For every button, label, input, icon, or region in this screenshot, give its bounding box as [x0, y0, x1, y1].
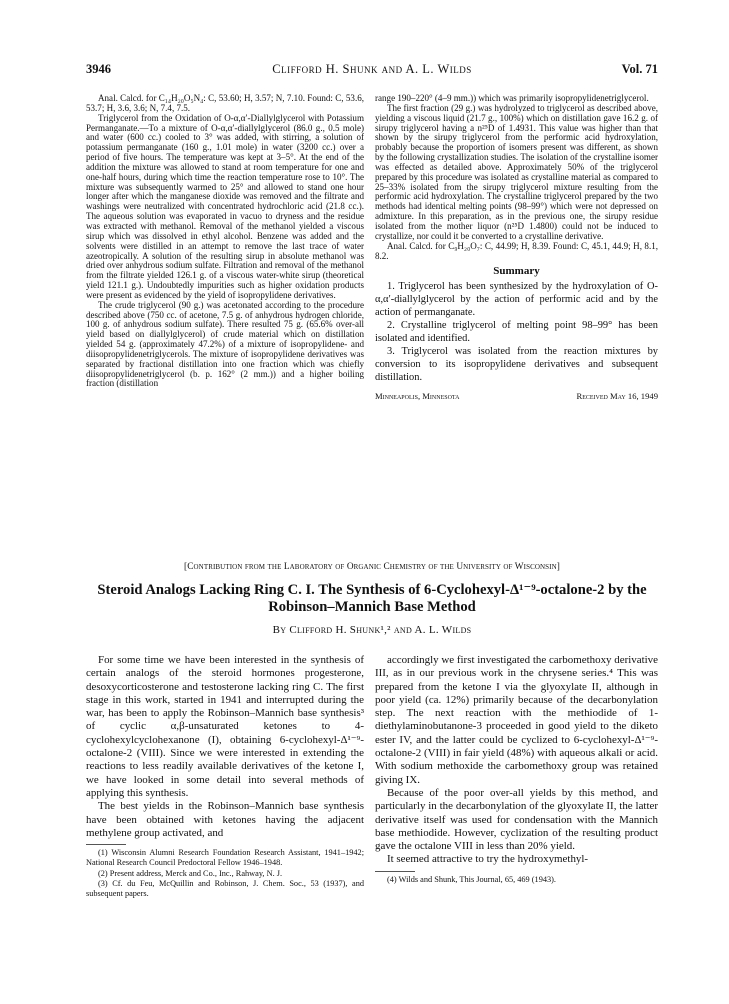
body-right-column	[375, 654, 658, 885]
footnote-3: (3) Cf. du Feu, McQuillin and Robinson, J. Chem. Soc., 53 (1937), and subsequent papers.	[86, 879, 364, 899]
article-title: Steroid Analogs Lacking Ring C. I. The Synthesis of 6-Cyclohexyl-Δ¹⁻⁹-octalone-2 by the Robinson–Mannich Base Method	[97, 582, 647, 615]
intro-paragraph: For some time we have been interested in the synthesis of certain analogs of the steroid hormones progesterone, desoxycorticosterone and testosterone lacking ring C. The first stage in this work, started in 1941 and interrupted during the war, has been to apply the Robinson–Mannich base synthesis³ of cyclic α,β-unsaturated ketones to 4-cyclohexylcyclohexanone (I), obtaining 6-cyclohexyl-Δ¹⁻⁹-octalone-2 (VIII). Since we were interested in extending the reactions to less readily available derivatives of the ketone I, we have looked in some detail into several methods of applying this synthesis.	[86, 654, 364, 799]
running-title: Clifford H. Shunk and A. L. Wilds	[272, 62, 472, 76]
hydrolysis-paragraph: The first fraction (29 g.) was hydrolyzed to triglycerol as described above, yielding a viscous liquid (21.7 g., 100%) which on distillation gave 16.2 g. of sirupy triglycerol having a n²⁵D of 1.4931. This value was higher than that shown by the sirupy triglycerol from the performic acid hydroxylation, probably because the proportion of isomers present was different, as shown by the following crystallization studies. The isolation of the crystalline isomer was effected as detailed above. Approximately 50% of the triglycerol prepared by this procedure was isolated as crystalline material as compared to 25–33% isolated from the sirupy triglycerol mixture resulting from the performic acid hydroxylation. The crystalline triglycerol prepared by the two methods had identical melting points (98–99°) which were not depressed on admixture. In this preparation, as in the previous one, the sirupy residue isolated from the mother liquor (n²⁵D 1.4800) could not be induced to crystallize, nor could it be converted to a crystalline derivative.	[375, 102, 658, 241]
carbomethoxy-paragraph: accordingly we first investigated the carbomethoxy derivative III, as in our previous work in the chrysene series.⁴ This was prepared from the ketone I via the glyoxylate II, although in poor yield (ca. 12%) primarily because of the decarbonylation step. The next reaction with the methiodide of 1-diethylaminobutanone-3 proceeded in good yield to the diketo ester IV, and the latter could be cyclized to 6-cyclohexyl-Δ¹⁻⁹-octalone-2 (VIII) in fair yield (48%) with aqueous alkali or acid. With sodium methoxide the carbomethoxy group was retained giving IX.	[375, 654, 658, 786]
contribution-line: [Contribution from the Laboratory of Organic Chemistry of the University of Wisconsin]	[184, 562, 560, 572]
volume-label: Vol. 71	[621, 62, 658, 76]
permanganate-paragraph: Triglycerol from the Oxidation of O-α,α′-Diallylglycerol with Potassium Permanganate.—To a mixture of O-α,α′-diallylglycerol (86.0 g., 0.5 mole) and water (600 cc.) cooled to 3° was added, with stirring, a solution of potassium permanganate (160 g., 1.01 mole) in water (3200 cc.) over a period of five hours. The temperature was kept at 3–5°. At the end of the addition the mixture was allowed to stand at room temperature for one and one-half hours, during which time the reaction temperature rose to 10°. The mixture was subsequently warmed to 25° and allowed to stand one hour longer after which the manganese dioxide was removed and the filtrate and washings were neutralized with concentrated hydrochloric acid (21.8 cc.). The aqueous solution was evaporated in vacuo to dryness and the residue was extracted with methanol. Removal of the methanol yielded a viscous sirup which was dissolved in ethyl alcohol. Benzene was added and the solvents were distilled in an attempt to remove the last trace of water azeotropically. A solution of the resulting sirup in absolute methanol was dried over anhydrous sodium sulfate. Filtration and removal of the methanol from the filtrate yielded 126.1 g. of a viscous water-white sirup (theoretical yield 121.1 g.). Undoubtedly impurities such as higher oxidation products were present as evidenced by the yield of isopropylidene derivatives.	[86, 112, 364, 300]
poor-yields-paragraph: Because of the poor over-all yields by this method, and particularly in the decarbonylation of the glyoxylate II, the latter derivative itself was used for condensation with the Mannich base methiodide. However, cyclization of the resulting product gave the octalone VIII in less than 20% yield.	[375, 786, 658, 853]
yields-paragraph: The best yields in the Robinson–Mannich base synthesis have been obtained with ketones having the adjacent methylene group activated, and	[86, 800, 364, 839]
body-left-column	[86, 654, 364, 900]
page-number: 3946	[86, 62, 111, 76]
analysis-paragraph-2: Anal. Calcd. for C₉H₂₀O₇: C, 44.99; H, 8.39. Found: C, 45.1, 44.9; H, 8.1, 8.2.	[375, 240, 658, 261]
footnote-rule	[86, 844, 126, 845]
article-authors: By Clifford H. Shunk¹,² and A. L. Wilds	[272, 624, 472, 636]
page-header	[86, 62, 658, 78]
hydroxymethyl-paragraph: It seemed attractive to try the hydroxymethyl-	[387, 853, 589, 866]
left-column	[86, 94, 364, 389]
summary-item-2: 2. Crystalline triglycerol of melting point 98–99° has been isolated and identified.	[375, 319, 658, 344]
analysis-paragraph: Anal. Calcd. for C₁₄H₂₀O₅N₄: C, 53.60; H, 3.57; N, 7.10. Found: C, 53.6, 53.7; H, 3.6, 3.6; N, 7.4, 7.5.	[86, 93, 364, 113]
summary-heading: Summary	[493, 265, 540, 278]
summary-item-3: 3. Triglycerol was isolated from the reaction mixtures by conversion to its isopropylidene derivatives and subsequent distillation.	[375, 345, 658, 383]
received-date: Received May 16, 1949	[576, 391, 658, 402]
continued-paragraph: range 190–220° (4–9 mm.)) which was primarily isopropylidenetriglycerol.	[375, 93, 649, 103]
footnote-2: (2) Present address, Merck and Co., Inc., Rahway, N. J.	[98, 868, 283, 878]
acetonation-paragraph: The crude triglycerol (90 g.) was acetonated according to the procedure described above (750 cc. of acetone, 7.5 g. of anhydrous hydrogen chloride, 100 g. of anhydrous sodium sulfate). There resulted 75 g. (65.6% over-all yield based on diallylglycerol) of crude material which on distillation yielded 54 g. (approximately 47.2%) of a mixture of isopropylidene- and diisopropylidenetriglycerols. The mixture of isopropylidene derivatives was separated by fractional distillation into one fraction which was chiefly diisopropylidenetriglycerol (b. p. 162° (2 mm.)) and a higher boiling fraction (distillation	[86, 299, 364, 389]
location: Minneapolis, Minnesota	[375, 391, 460, 402]
footnote-4: (4) Wilds and Shunk, This Journal, 65, 469 (1943).	[387, 874, 556, 884]
signature-line	[375, 392, 658, 402]
summary-item-1: 1. Triglycerol has been synthesized by the hydroxylation of O-α,α′-diallylglycerol by the action of performic acid and by the action of permanganate.	[375, 281, 658, 318]
right-column	[375, 94, 658, 402]
footnote-rule-right	[375, 871, 415, 872]
footnote-1: (1) Wisconsin Alumni Research Foundation Research Assistant, 1941–1942; National Research Council Predoctoral Fellow 1946–1948.	[86, 848, 364, 868]
